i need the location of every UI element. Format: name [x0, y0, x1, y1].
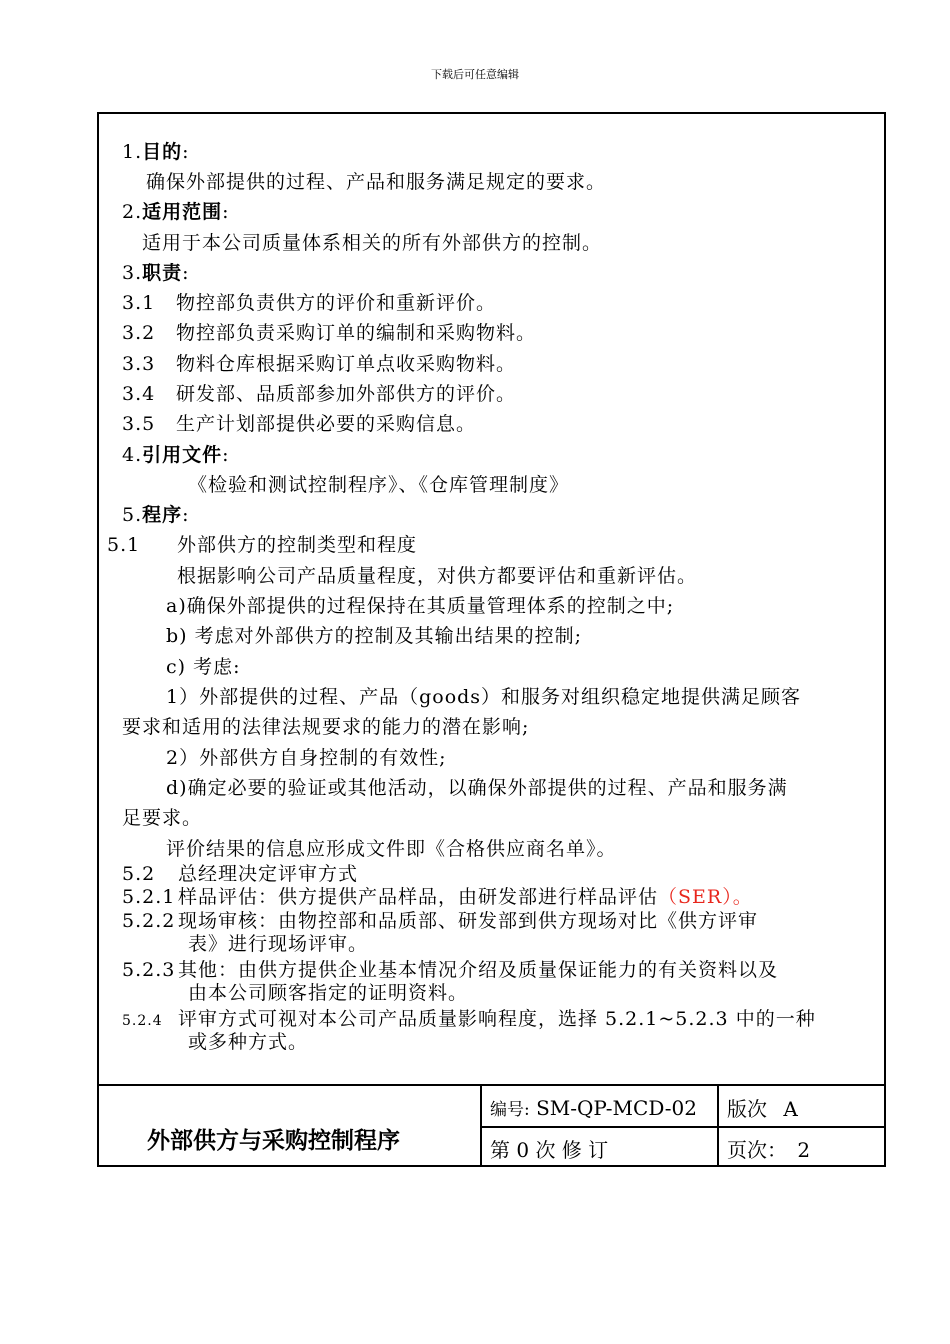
list-item: [122, 412, 476, 436]
paragraph: 1）外部提供的过程、产品（goods）和服务对组织稳定地提供满足顾客: [166, 686, 802, 708]
list-item: [122, 352, 516, 376]
paragraph: b) 考虑对外部供方的控制及其输出结果的控制;: [166, 625, 583, 647]
item-text: 外部供方的控制类型和程度: [177, 534, 418, 556]
section-1-heading: [122, 140, 190, 164]
item-text: 生产计划部提供必要的采购信息。: [176, 413, 477, 435]
paragraph: 足要求。: [122, 807, 203, 829]
list-item: [122, 321, 536, 345]
section-2-heading: [122, 200, 230, 224]
item-number: 5.2.1: [122, 886, 176, 908]
item-text: 其他：由供方提供企业基本情况介绍及质量保证能力的有关资料以及: [178, 959, 779, 981]
subsection-5-2-1: [122, 886, 753, 908]
paragraph: 要求和适用的法律法规要求的能力的潜在影响;: [122, 716, 530, 738]
item-text: 样品评估：供方提供产品样品，由研发部进行样品评估: [178, 886, 659, 908]
colon: :: [182, 504, 190, 526]
section-title: 目的: [142, 141, 183, 163]
item-text: 研发部、品质部参加外部供方的评价。: [176, 383, 517, 405]
subsection-5-2: [122, 863, 358, 885]
item-number: 5.2.2: [122, 910, 176, 932]
subsection-5-2-4: [122, 1008, 816, 1032]
item-number: 5.1: [107, 534, 141, 556]
item-number: 5.2.3: [122, 959, 176, 981]
revision: 第 0 次 修 订: [490, 1138, 609, 1162]
header-note: 下载后可任意编辑: [431, 68, 519, 81]
section-number: 4.: [122, 444, 143, 466]
highlight-text: （SER）。: [658, 886, 753, 908]
colon: :: [182, 262, 190, 284]
item-text: 现场审核：由物控部和品质部、研发部到供方现场对比《供方评审: [178, 910, 759, 932]
subsection-5-2-2: [122, 910, 758, 932]
paragraph: 2）外部供方自身控制的有效性;: [166, 747, 447, 769]
item-number: 3.1: [122, 292, 156, 314]
code-value: SM-QP-MCD-02: [536, 1096, 697, 1120]
item-number: 3.4: [122, 383, 156, 405]
section-4-heading: [122, 443, 230, 467]
item-text: 物料仓库根据采购订单点收采购物料。: [176, 353, 517, 375]
section-1-text: 确保外部提供的过程、产品和服务满足规定的要求。: [146, 171, 607, 193]
doc-title: 外部供方与采购控制程序: [147, 1127, 400, 1154]
item-text: 评审方式可视对本公司产品质量影响程度，选择 5.2.1~5.2.3 中的一种: [178, 1008, 816, 1030]
section-2-text: 适用于本公司质量体系相关的所有外部供方的控制。: [142, 232, 603, 254]
document-frame: [97, 112, 886, 1167]
section-number: 3.: [122, 262, 143, 284]
section-title: 引用文件: [142, 444, 223, 466]
paragraph: 根据影响公司产品质量程度，对供方都要评估和重新评估。: [177, 565, 698, 587]
item-text: 物控部负责供方的评价和重新评价。: [176, 292, 497, 314]
version-value: A: [783, 1097, 798, 1121]
item-number: 3.2: [122, 322, 156, 344]
colon: :: [222, 444, 230, 466]
code-label: 编号:: [490, 1100, 530, 1120]
paragraph: 由本公司顾客指定的证明资料。: [188, 982, 469, 1004]
item-number: 3.5: [122, 413, 156, 435]
colon: :: [222, 201, 230, 223]
doc-code: [490, 1095, 697, 1120]
section-title: 职责: [142, 262, 183, 284]
paragraph: 表》进行现场评审。: [188, 933, 369, 955]
section-3-heading: [122, 261, 190, 285]
list-item: [122, 382, 516, 406]
item-number: 5.2.4: [122, 1013, 163, 1029]
colon: :: [182, 141, 190, 163]
subsection-5-2-3: [122, 959, 778, 981]
section-number: 1.: [122, 141, 143, 163]
page-number: [727, 1134, 810, 1163]
section-number: 5.: [122, 504, 143, 526]
page-value: 2: [797, 1138, 811, 1162]
item-number: 5.2: [122, 863, 156, 885]
paragraph: a)确保外部提供的过程保持在其质量管理体系的控制之中;: [166, 595, 675, 617]
paragraph: d)确定必要的验证或其他活动，以确保外部提供的过程、产品和服务满: [166, 777, 788, 799]
item-text: 物控部负责采购订单的编制和采购物料。: [176, 322, 537, 344]
subsection-5-1: [107, 533, 417, 557]
version: [727, 1093, 798, 1122]
item-number: 3.3: [122, 353, 156, 375]
item-text: 总经理决定评审方式: [178, 863, 359, 885]
section-title: 适用范围: [142, 201, 223, 223]
paragraph: 评价结果的信息应形成文件即《合格供应商名单》。: [166, 838, 617, 860]
section-5-heading: [122, 503, 190, 527]
section-title: 程序: [142, 504, 183, 526]
page-label: 页次：: [727, 1138, 787, 1162]
paragraph: 或多种方式。: [188, 1031, 309, 1053]
section-4-text: 《检验和测试控制程序》、《仓库管理制度》: [188, 474, 570, 496]
divider: [480, 1126, 884, 1128]
section-number: 2.: [122, 201, 143, 223]
paragraph: c) 考虑:: [166, 656, 241, 678]
list-item: [122, 291, 496, 315]
footer-table: [99, 1084, 884, 1167]
version-label: 版次: [727, 1097, 767, 1121]
